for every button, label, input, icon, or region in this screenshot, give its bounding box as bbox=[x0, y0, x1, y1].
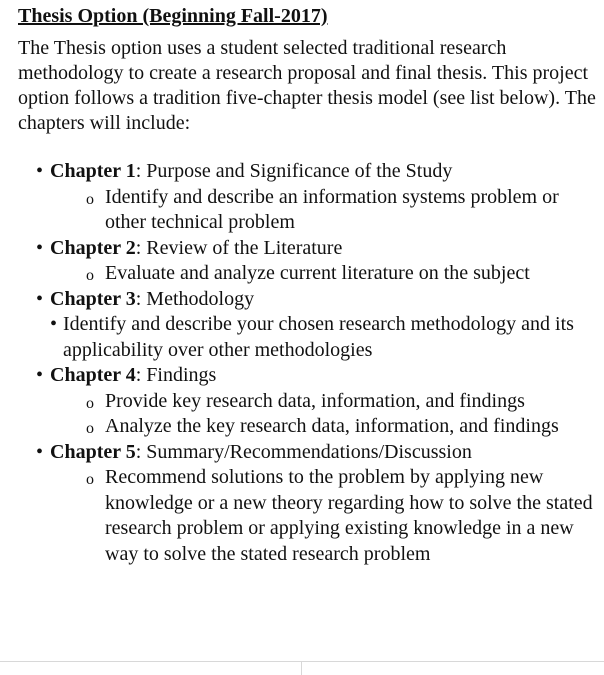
bullet-icon: • bbox=[36, 160, 44, 182]
detail-text: Identify and describe your chosen research methodology and its applicability over other methodologies bbox=[63, 313, 574, 361]
circle-bullet-icon: o bbox=[86, 190, 94, 208]
chapter-3-detail-item bbox=[18, 312, 598, 363]
chapter-label: Chapter 4 bbox=[50, 364, 136, 386]
chapter-list bbox=[18, 159, 598, 567]
bullet-icon: • bbox=[36, 287, 44, 310]
chapter-title: : Findings bbox=[135, 364, 217, 386]
chapter-4-item bbox=[18, 363, 598, 389]
footer-column-divider bbox=[301, 661, 302, 675]
circle-bullet-icon: o bbox=[86, 267, 94, 284]
subitem-text: Identify and describe an information systems problem or other technical problem bbox=[105, 185, 559, 233]
subitem-text: Evaluate and analyze current literature on the subject bbox=[105, 262, 530, 284]
subitem-text: Provide key research data, information, and findings bbox=[105, 389, 525, 412]
document bbox=[18, 4, 598, 567]
chapter-label: Chapter 1 bbox=[50, 160, 136, 182]
chapter-title: : Methodology bbox=[135, 287, 255, 310]
bullet-icon: • bbox=[36, 440, 44, 463]
chapter-4-subitem-1 bbox=[18, 389, 598, 415]
bullet-icon: • bbox=[50, 313, 58, 335]
circle-bullet-icon: o bbox=[86, 420, 94, 437]
subitem-text: Recommend solutions to the problem by applying new knowledge or a new theory regarding how to solve the stated research problem or applying existing knowledge in a new way to solve the stated research problem bbox=[105, 466, 593, 565]
bullet-icon: • bbox=[36, 236, 44, 259]
intro-paragraph: The Thesis option uses a student selected traditional research methodology to create a research proposal and final thesis. This project option follows a tradition five-chapter thesis model (see list below). The chapters will include: bbox=[18, 37, 596, 134]
chapter-2-subitem bbox=[18, 261, 598, 287]
bullet-icon: • bbox=[36, 364, 44, 386]
chapter-title: : Review of the Literature bbox=[135, 236, 343, 259]
document-title: Thesis Option (Beginning Fall-2017) bbox=[18, 5, 328, 27]
circle-bullet-icon: o bbox=[86, 471, 94, 488]
circle-bullet-icon: o bbox=[86, 394, 94, 412]
chapter-5-subitem bbox=[18, 465, 598, 567]
chapter-label: Chapter 3 bbox=[50, 287, 136, 310]
chapter-label: Chapter 2 bbox=[50, 236, 136, 259]
chapter-title: : Summary/Recommendations/Discussion bbox=[135, 440, 472, 463]
chapter-1-item bbox=[18, 159, 598, 185]
chapter-4-subitem-2 bbox=[18, 414, 598, 440]
chapter-3-item bbox=[18, 287, 598, 313]
footer-divider bbox=[0, 661, 604, 662]
subitem-text: Analyze the key research data, information, and findings bbox=[105, 415, 559, 437]
chapter-label: Chapter 5 bbox=[50, 440, 136, 463]
chapter-title: : Purpose and Significance of the Study bbox=[135, 160, 453, 182]
chapter-2-item bbox=[18, 236, 598, 262]
chapter-5-item bbox=[18, 440, 598, 466]
chapter-1-subitem bbox=[18, 185, 598, 236]
